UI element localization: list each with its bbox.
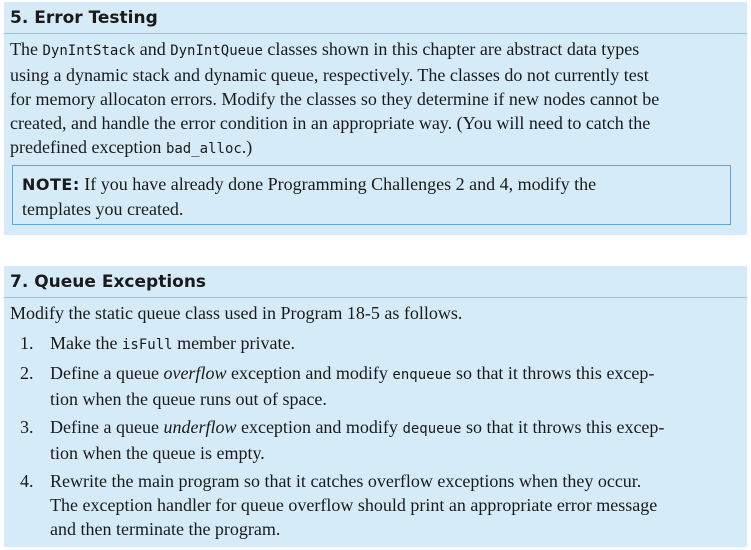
text-run: Define a queue [50, 417, 164, 437]
code-dynintqueue: DynIntQueue [170, 43, 263, 59]
list-number: 4. [20, 471, 34, 491]
code-bad-alloc: bad_alloc [165, 141, 242, 157]
text-run: The [10, 39, 43, 59]
intro-line: Modify the static queue class used in Program 18-5 as follows. [10, 303, 463, 323]
text-run: Make the [50, 333, 122, 353]
heading-divider [4, 33, 747, 34]
error-testing-panel [4, 2, 747, 235]
queue-exceptions-panel [4, 266, 747, 547]
item-line: The exception handler for queue overflow should print an appropriate error message [50, 495, 658, 515]
note-text [22, 172, 596, 221]
item-line [50, 331, 295, 357]
list-item-body [50, 361, 654, 411]
note-line [22, 172, 596, 197]
heading-divider [4, 297, 747, 298]
section-7-intro [10, 301, 738, 325]
text-run: classes shown in this chapter are abstract data types [262, 39, 640, 59]
emphasis-underflow: underflow [163, 417, 237, 437]
note-line: templates you created. [22, 199, 184, 219]
item-line: Rewrite the main program so that it catches overflow exceptions when they occur. [50, 471, 642, 491]
item-line: tion when the queue runs out of space. [50, 389, 327, 409]
text-run: exception and modify [226, 363, 393, 383]
list-item-body [50, 469, 657, 541]
code-isfull: isFull [121, 337, 173, 353]
text-run: and [135, 39, 171, 59]
text-run: member private. [172, 333, 296, 353]
item-line [50, 361, 654, 387]
text-run: .) [241, 137, 253, 157]
text-run: Define a queue [50, 363, 164, 383]
list-number: 1. [20, 333, 34, 353]
text-run: predefined exception [10, 137, 166, 157]
note-label: NOTE: [22, 175, 80, 194]
text-run: If you have already done Programming Challenges 2 and 4, modify the [79, 174, 597, 194]
item-line: tion when the queue is empty. [50, 443, 265, 463]
item-line [50, 415, 664, 441]
item-line: and then terminate the program. [50, 519, 281, 539]
list-item-body [50, 415, 664, 465]
paragraph-line: created, and handle the error condition in an appropriate way. (You will need to catch the [10, 113, 651, 133]
section-7-heading: 7. Queue Exceptions [10, 272, 207, 292]
list-number: 2. [20, 363, 34, 383]
text-run: so that it throws this excep- [461, 417, 665, 437]
code-enqueue: enqueue [392, 367, 452, 383]
text-run: exception and modify [236, 417, 403, 437]
section-5-paragraph [10, 37, 738, 161]
paragraph-line [10, 135, 738, 161]
note-box [12, 165, 731, 225]
code-dequeue: dequeue [402, 421, 462, 437]
paragraph-line [10, 37, 738, 63]
text-run: so that it throws this excep- [451, 363, 655, 383]
paragraph-line: using a dynamic stack and dynamic queue, respectively. The classes do not currently test [10, 65, 649, 85]
code-dynintstack: DynIntStack [42, 43, 136, 59]
section-5-heading: 5. Error Testing [10, 8, 158, 28]
paragraph-line: for memory allocaton errors. Modify the classes so they determine if new nodes cannot be [10, 89, 660, 109]
list-item-body [50, 331, 295, 357]
list-number: 3. [20, 417, 34, 437]
emphasis-overflow: overflow [163, 363, 227, 383]
